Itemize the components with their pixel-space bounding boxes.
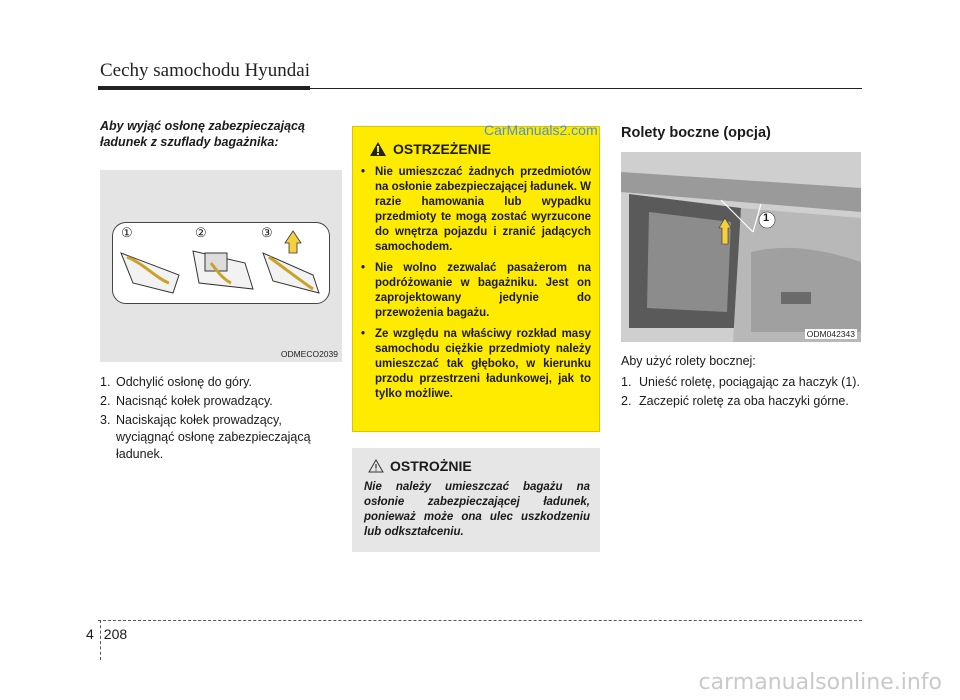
caution-title: OSTROŻNIE bbox=[390, 458, 472, 474]
header-rule-thin bbox=[310, 88, 862, 89]
warning-title: OSTRZEŻENIE bbox=[393, 141, 492, 157]
left-column bbox=[100, 118, 342, 150]
section-number: 4 bbox=[86, 626, 94, 642]
list-item: • Nie umieszczać żadnych przedmiotów na osłonie zabezpieczającej ładunek. W razie hamowania lub wypadku przedmioty te mogą zostać wyrzucone do wnętrza pojazdu i zranić jadących samochodem. bbox=[361, 166, 592, 253]
list-item: 1. Odchylić osłonę do góry. bbox=[100, 375, 252, 389]
page-count: 208 bbox=[103, 626, 128, 642]
figure-marker-2: ② bbox=[195, 225, 207, 240]
cargo-cover-drawing bbox=[113, 223, 329, 303]
figure-marker: 1 bbox=[763, 212, 770, 224]
right-intro: Aby użyć rolety bocznej: bbox=[621, 354, 756, 368]
side-blind-drawing bbox=[621, 152, 861, 342]
figure-code: ODM042343 bbox=[806, 329, 855, 339]
caution-box bbox=[352, 448, 600, 552]
list-item: • Nie wolno zezwalać pasażerom na podróżowanie w bagażniku. Jest on zaprojektowany jedynie do przewożenia bagażu. bbox=[361, 262, 591, 319]
cargo-cover-figure bbox=[100, 170, 342, 362]
watermark-link[interactable]: CarManuals2.com bbox=[484, 122, 598, 138]
warning-box bbox=[352, 126, 600, 432]
header-rule bbox=[98, 86, 310, 90]
figure-marker-3: ③ bbox=[261, 225, 273, 240]
page-header-title: Cechy samochodu Hyundai bbox=[100, 60, 311, 81]
section-title: Rolety boczne (opcja) bbox=[621, 125, 771, 141]
page-number bbox=[86, 626, 127, 642]
warning-list bbox=[361, 165, 591, 408]
figure-marker-1: ① bbox=[121, 225, 133, 240]
site-watermark: carmanualsonline.info bbox=[698, 670, 942, 695]
footer-rule bbox=[98, 620, 862, 621]
caution-text: Nie należy umieszczać bagażu na osłonie zabezpieczającej ładunek, ponieważ może ona ulec uszkodzeniu lub odkształceniu. bbox=[364, 481, 590, 538]
right-steps bbox=[621, 374, 861, 412]
left-intro: Aby wyjąć osłonę zabezpieczającą ładunek z szuflady bagażnika: bbox=[100, 119, 305, 149]
list-item: 2. Zaczepić roletę za oba haczyki górne. bbox=[621, 394, 849, 408]
list-item: 3. Naciskając kołek prowadzący, wyciągnąć osłonę zabezpieczającą ładunek. bbox=[100, 413, 311, 461]
list-item: • Ze względu na właściwy rozkład masy samochodu ciężkie przedmioty należy umieszczać tak głęboko, w kierunku przodu przestrzeni ładunkowej, jak to tylko możliwe. bbox=[361, 328, 591, 400]
side-blind-figure bbox=[621, 152, 861, 342]
caution-header bbox=[368, 458, 472, 474]
figure-code: ODMECO2039 bbox=[280, 349, 338, 359]
caution-triangle-icon bbox=[368, 459, 384, 473]
list-item: 1. Unieść roletę, pociągając za haczyk (1). bbox=[621, 375, 860, 389]
warning-header bbox=[369, 141, 491, 157]
cargo-cover-illustration bbox=[112, 222, 330, 304]
left-steps bbox=[100, 374, 342, 465]
warning-triangle-icon bbox=[369, 141, 387, 157]
list-item: 2. Nacisnąć kołek prowadzący. bbox=[100, 394, 273, 408]
